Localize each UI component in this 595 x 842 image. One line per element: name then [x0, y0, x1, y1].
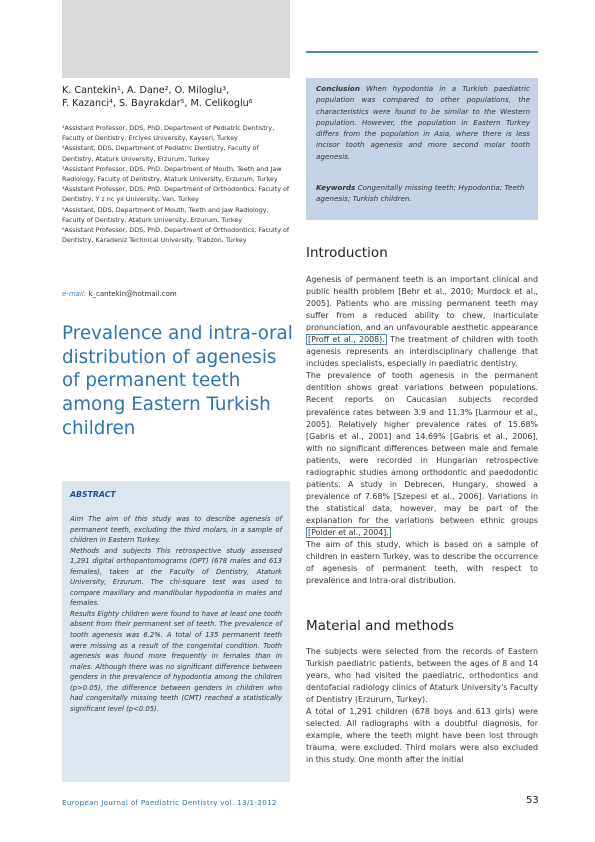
affiliation: ⁴Assistant Professor, DDS, PhD. Department of Orthodontics, Faculty of Dentistry, Y z nc yıl University, Van, Turkey: [62, 185, 290, 204]
authors-line-1: K. Cantekin¹, A. Dane², O. Miloglu³,: [62, 85, 230, 96]
methods-heading: Material and methods: [306, 618, 454, 634]
affiliation: ³Assistant Professor, DDS, PhD. Department of Mouth, Teeth and Jaw Radiology, Faculty of Dentistry, Ataturk University, Erzurum, Turkey: [62, 164, 282, 184]
intro-paragraph: The aim of this study, which is based on a sample of children in eastern Turkey, was to describe the occurrence of agenesis of permanent teeth, with respect to prevalence and intra-oral distribution.: [306, 540, 538, 586]
author-list: [62, 85, 290, 110]
abstract-body: [70, 514, 282, 714]
introduction-heading: Introduction: [306, 245, 388, 261]
intro-paragraph: [306, 274, 538, 370]
email-label: e-mail:: [62, 290, 87, 298]
abstract-aim: Aim The aim of this study was to describe agenesis of permanent teeth, excluding the third molars, in a sample of children in Eastern Turkey.: [70, 515, 282, 545]
intro-text: Agenesis of permanent teeth is an important clinical and public health problem [Behr et al., 2010; Murdock et al., 2005]. Patients who are missing permanent teeth may suffer from a reduced ability to chew, inarticulate pronunciation, and an unfavourable aesthetic appearance: [306, 275, 538, 333]
intro-text: The treatment of children with tooth agenesis represents an interdisciplinary challenge that includes specialists, especially in paediatric dentistry.: [306, 335, 538, 369]
keywords-body: Congenitally missing teeth; Hypodontia; Teeth agenesis; Turkish children.: [316, 183, 525, 204]
affiliation: ⁵Assistant, DDS, Department of Mouth, Teeth and Jaw Radiology, Faculty of Dentistry, Ataturk University, Erzurum, Turkey: [62, 205, 269, 224]
affiliation-list: [62, 123, 290, 245]
conclusion-body: When hypodontia in a Turkish paediatric population was compared to other populations, the characteristics were found to be similar to the Western population. However, the population in Eastern Turkey differs from the population in Asia, where there is less incisor tooth agenesis and more second molar tooth agenesis.: [316, 84, 530, 161]
page-number: 53: [526, 795, 539, 806]
intro-paragraph: [306, 370, 538, 539]
header-rule: [306, 51, 538, 53]
email-address[interactable]: k_cantekin@hotmail.com: [88, 290, 177, 298]
keywords-label: Keywords: [316, 183, 356, 192]
methods-paragraph: The subjects were selected from the records of Eastern Turkish paediatric patients, between the ages of 8 and 14 years, who had visited the paediatric, orthodontics and dentofacial radiology clinics of Ataturk University's Faculty of Dentistry (Erzurum, Turkey).: [306, 647, 538, 705]
affiliation: ⁶Assistant Professor, DDS, PhD. Department of Orthodontics, Faculty of Dentistry, Karadeniz Technical University, Trabzon, Turkey: [62, 226, 290, 245]
footer-journal: [62, 798, 277, 807]
article-title: Prevalence and intra-oral distribution of agenesis of permanent teeth among Eastern Turkish children: [62, 323, 293, 439]
citation-link[interactable]: [Proff et al., 2008).: [308, 335, 385, 345]
introduction-body: [306, 274, 538, 587]
intro-text: The prevalence of tooth agenesis in the permanent dentition shows great variations between populations. Recent reports on Caucasian subjects recorded prevalence rates between 3.9 and 11.3% [Larmour et al., 2005]. Relatively higher prevalence rates of 15.68% [Gabris et al., 2001] and 14.69% [Gabris et al., 2006], with no significant differences between male and female patients, were recorded in Hungarian retrospective radiographic studies among orthodontic and paedodontic patients. A study in Debrecen, Hungary, showed a prevalence of 7.68% [Szepesi et al., 2006]. Variations in the statistical data, however, may be part of the explanation for the variations between ethnic groups: [306, 371, 538, 525]
keywords-text: [316, 182, 530, 205]
email-line: [62, 290, 290, 298]
conclusion-label: Conclusion: [316, 84, 360, 93]
header-gray-block: [62, 0, 290, 78]
affiliation: ¹Assistant Professor, DDS, PhD. Department of Pediatric Dentistry, Faculty of Dentistry, Erciyes University, Kayseri, Turkey: [62, 124, 275, 143]
authors-line-2: F. Kazanci⁴, S. Bayrakdar⁵, M. Celikoglu⁶: [62, 97, 253, 109]
abstract-heading: ABSTRACT: [70, 490, 116, 499]
journal-name: European Journal of Paediatric Dentistry: [62, 798, 218, 807]
affiliation: ²Assistant, DDS, Department of Pediatric Dentistry, Faculty of Dentistry, Ataturk University, Erzurum, Turkey: [62, 144, 259, 163]
conclusion-text: [316, 83, 530, 162]
abstract-methods: Methods and subjects This retrospective study assessed 1,291 digital orthopantomograms (OPT) (678 males and 613 females), taken at the Faculty of Dentistry, Ataturk University, Erzurum. The chi-square test was used to compare maxillary and mandibular hypodontia in males and females.: [70, 546, 282, 608]
citation-link[interactable]: [Polder et al., 2004].: [308, 527, 389, 537]
methods-body: [306, 646, 538, 766]
methods-paragraph: A total of 1,291 children (678 boys and 613 girls) were selected. All radiographs with a doubtful diagnosis, for example, where the teeth might have been lost through trauma, were excluded. Third molars were also excluded in this study. One month after the initial: [306, 707, 538, 765]
abstract-results: Results Eighty children were found to have at least one tooth absent from their permanent set of teeth. The prevalence of tooth agenesis was 6.2%. A total of 135 permanent teeth were missing as a result of the congenital condition. Tooth agenesis was found more frequently in females than in males. Although there was no significant difference between genders in the prevalence of hypodontia among the children (p>0.05), the difference between genders in children who had congenitally missing teeth (CMT) reached a statistically significant level (p<0.05).: [70, 609, 282, 713]
journal-volume: vol. 13/1-2012: [220, 798, 277, 807]
